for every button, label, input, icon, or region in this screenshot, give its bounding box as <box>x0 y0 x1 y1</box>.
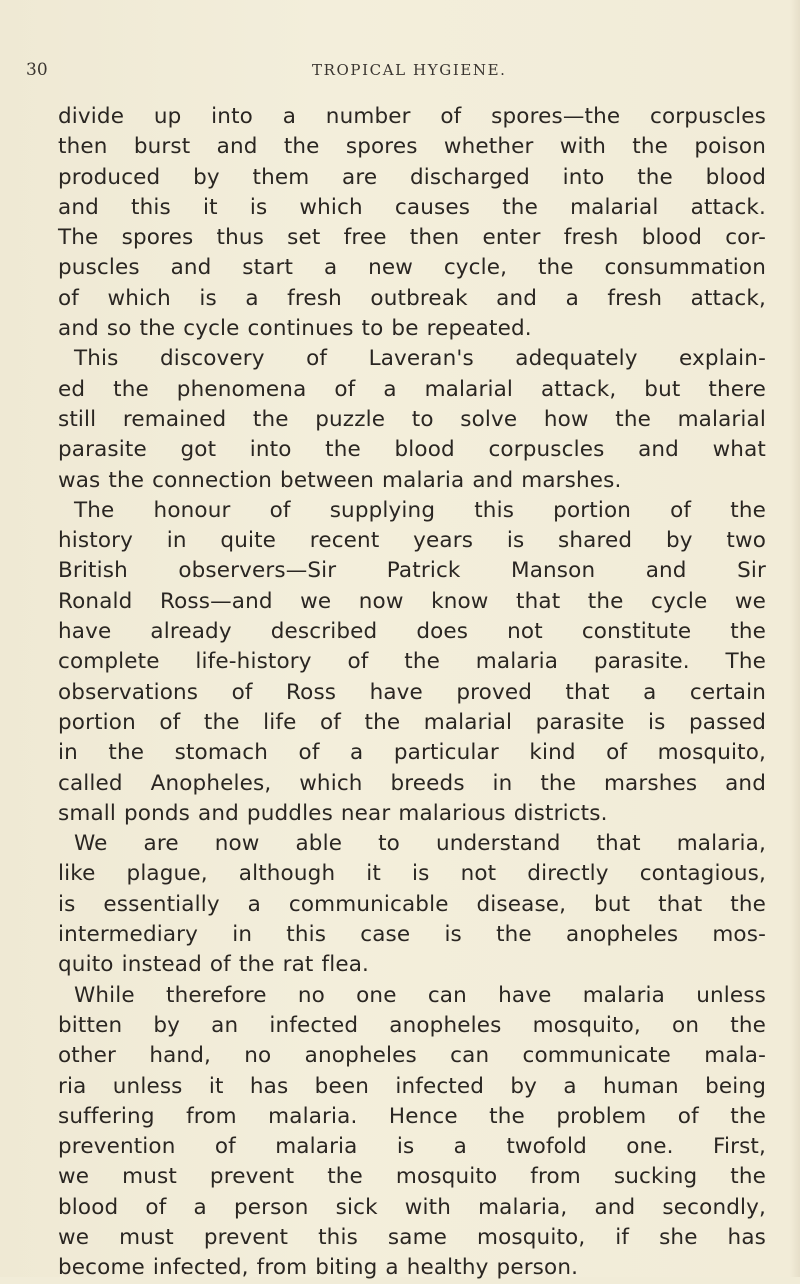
text-line: bitten by an infected anopheles mosquito, on the <box>58 1012 766 1038</box>
text-line: puscles and start a new cycle, the consummation <box>58 255 766 281</box>
page-header <box>0 60 800 84</box>
text-line: observations of Ross have proved that a certain <box>58 679 766 705</box>
text-line: British observers—Sir Patrick Manson and Sir <box>58 558 766 584</box>
text-line: The honour of supplying this portion of the <box>74 497 766 523</box>
text-line: This discovery of Laveran's adequately explain- <box>74 346 766 372</box>
text-line: we must prevent this same mosquito, if she has <box>58 1224 766 1250</box>
text-line: divide up into a number of spores—the corpuscles <box>58 104 766 129</box>
text-line: We are now able to understand that malaria, <box>74 831 766 857</box>
text-line: and so the cycle continues to be repeated. <box>58 316 532 342</box>
page-number: 30 <box>26 60 48 80</box>
text-line: we must prevent the mosquito from sucking the <box>58 1164 766 1190</box>
text-line: of which is a fresh outbreak and a fresh attack, <box>58 285 766 311</box>
text-line: Ronald Ross—and we now know that the cycle we <box>58 588 766 614</box>
text-line: is essentially a communicable disease, but that the <box>58 891 766 917</box>
text-line: still remained the puzzle to solve how the malarial <box>58 406 766 432</box>
text-line: become infected, from biting a healthy person. <box>58 1255 579 1281</box>
text-line: blood of a person sick with malaria, and secondly, <box>58 1194 766 1220</box>
text-line: other hand, no anopheles can communicate mala- <box>58 1043 766 1069</box>
text-line: intermediary in this case is the anopheles mos- <box>58 922 766 948</box>
text-line: While therefore no one can have malaria unless <box>74 982 766 1008</box>
text-line: produced by them are discharged into the blood <box>58 164 766 190</box>
text-line: parasite got into the blood corpuscles and what <box>58 437 766 463</box>
text-line: have already described does not constitute the <box>58 619 766 645</box>
running-title: TROPICAL HYGIENE. <box>312 61 507 79</box>
text-line: ria unless it has been infected by a human being <box>58 1073 766 1099</box>
text-line: called Anopheles, which breeds in the marshes and <box>58 770 766 796</box>
text-line: The spores thus set free then enter fresh blood cor- <box>58 225 766 251</box>
text-line: like plague, although it is not directly contagious, <box>58 861 766 887</box>
text-line: quito instead of the rat flea. <box>58 952 370 978</box>
text-line: and this it is which causes the malarial attack. <box>58 194 766 220</box>
text-line: complete life-history of the malaria parasite. The <box>58 649 766 675</box>
text-line: portion of the life of the malarial parasite is passed <box>58 709 766 735</box>
text-line: suffering from malaria. Hence the problem of the <box>58 1103 766 1129</box>
text-line: prevention of malaria is a twofold one. First, <box>58 1134 766 1160</box>
text-line: history in quite recent years is shared by two <box>58 528 766 554</box>
text-line: was the connection between malaria and marshes. <box>58 467 622 493</box>
text-line: ed the phenomena of a malarial attack, but there <box>58 376 766 402</box>
page-edge-shadow <box>790 0 800 1277</box>
text-line: in the stomach of a particular kind of mosquito, <box>58 740 766 766</box>
text-line: small ponds and puddles near malarious districts. <box>58 800 608 826</box>
text-line: then burst and the spores whether with the poison <box>58 134 766 160</box>
body-text <box>58 102 766 1284</box>
